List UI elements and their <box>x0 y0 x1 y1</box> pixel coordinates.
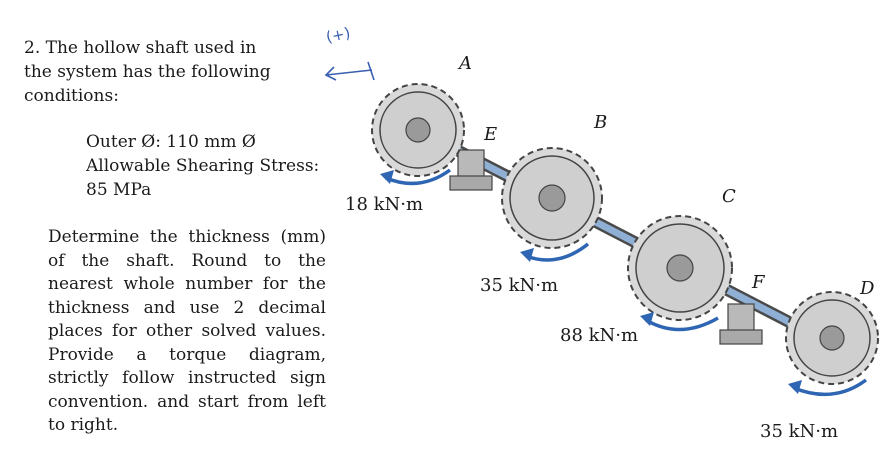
problem-statement: 2. The hollow shaft used in the system has the following conditions: <box>24 38 271 106</box>
gear-a <box>372 84 464 176</box>
point-label-a: A <box>459 53 472 74</box>
torque-arrowhead-b <box>520 248 534 262</box>
shaft-gear-figure <box>300 20 891 475</box>
gear-b <box>502 148 602 248</box>
point-label-f: F <box>752 272 765 293</box>
point-label-e: E <box>484 124 498 145</box>
torque-label-b: 35 kN·m <box>480 275 559 296</box>
instructions: Determine the thickness (mm) of the shaft. Round to the nearest whole number for the thickness and use 2 decimal places for other solved values. Provide a torque diagram, strictly follow instructed sign convention. and start from left to right. <box>48 227 326 435</box>
torque-label-a: 18 kN·m <box>345 194 424 215</box>
sign-convention-note: (+) <box>324 23 352 47</box>
conditions-block <box>86 130 336 202</box>
torque-label-c: 88 kN·m <box>560 325 639 346</box>
condition-outer-diameter: Outer Ø: 110 mm Ø <box>86 132 256 152</box>
condition-allowable-stress-value: 85 MPa <box>86 180 152 200</box>
gear-d <box>786 292 878 384</box>
sign-convention-arrow <box>326 62 374 80</box>
point-label-c: C <box>722 186 736 207</box>
point-label-b: B <box>594 112 608 133</box>
torque-label-d: 35 kN·m <box>760 421 839 442</box>
point-label-d: D <box>860 278 875 299</box>
condition-allowable-stress-label: Allowable Shearing Stress: <box>86 156 320 176</box>
gear-c <box>628 216 732 320</box>
